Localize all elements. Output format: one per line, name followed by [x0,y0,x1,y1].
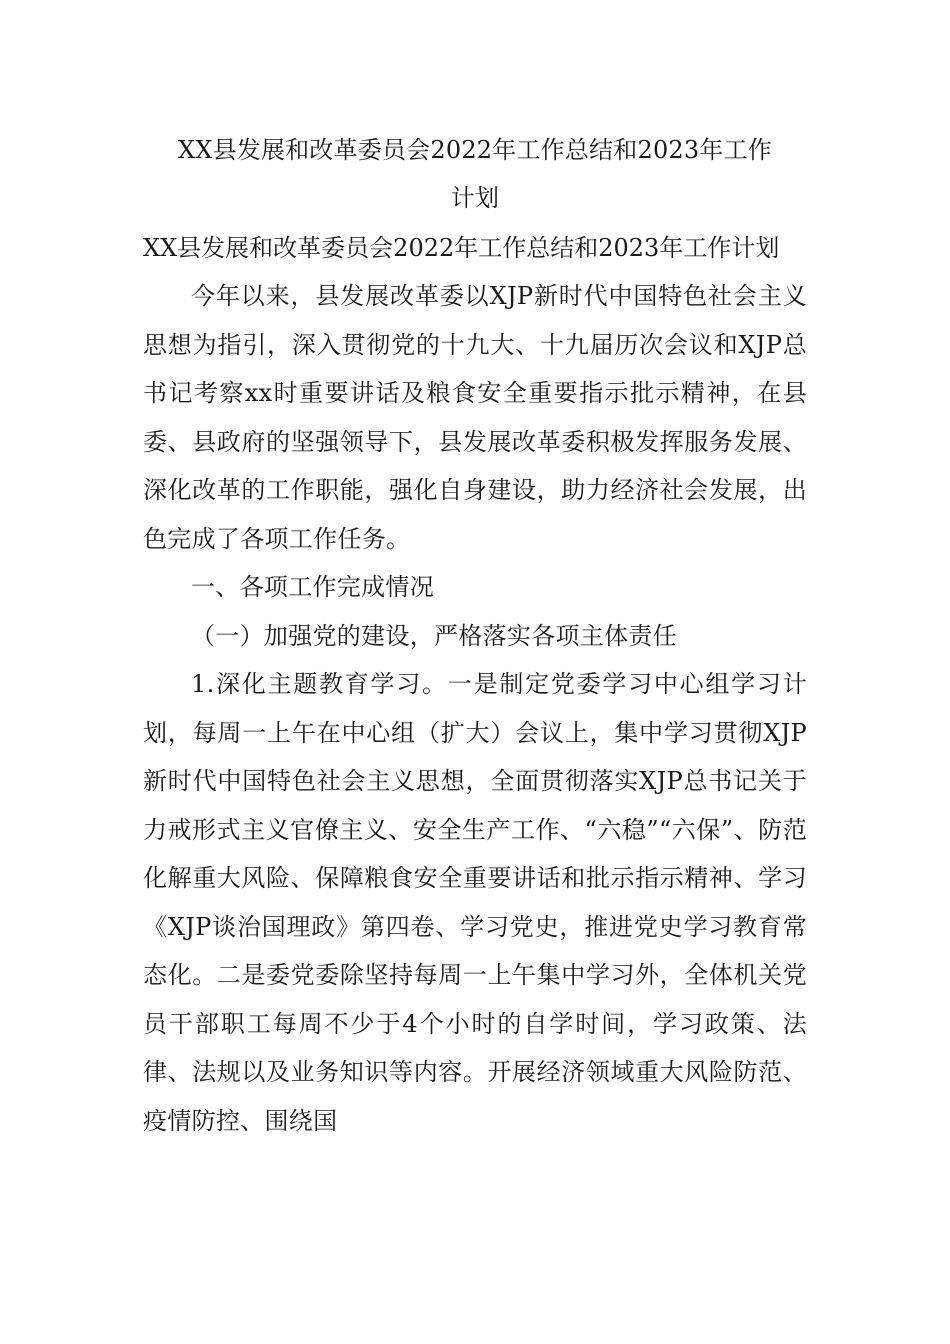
document-page [143,126,807,1145]
subsection-heading-1: （一）加强党的建设，严格落实各项主体责任 [191,621,677,650]
intro-paragraph: 今年以来，县发展改革委以XJP新时代中国特色社会主义思想为指引，深入贯彻党的十九大、十九届历次会议和XJP总书记考察xx时重要讲话及粮食安全重要指示批示精神，在县委、县政府的坚强领导下，县发展改革委积极发挥服务发展、深化改革的工作职能，强化自身建设，助力经济社会发展，出色完成了各项工作任务。 [143,282,807,553]
document-title [143,126,807,222]
document-title-line-2: 计划 [450,184,500,212]
document-title-line-1: XX县发展和改革委员会2022年工作总结和2023年工作 [178,136,772,164]
section-heading-1: 一、各项工作完成情况 [191,573,434,601]
body-paragraph: 1.深化主题教育学习。一是制定党委学习中心组学习计划，每周一上午在中心组（扩大）会议上，集中学习贯彻XJP新时代中国特色社会主义思想，全面贯彻落实XJP总书记关于力戒形式主义官僚主义、安全生产工作、“六稳”“六保”、防范化解重大风险、保障粮食安全重要讲话和批示指示精神、学习《XJP谈治国理政》第四卷、学习党史，推进党史学习教育常态化。二是委党委除坚持每周一上午集中学习外，全体机关党员干部职工每周不少于4个小时的自学时间，学习政策、法律、法规以及业务知识等内容。开展经济领域重大风险防范、疫情防控、围绕国 [143,670,807,1135]
document-subtitle: XX县发展和改革委员会2022年工作总结和2023年工作计划 [143,234,780,262]
